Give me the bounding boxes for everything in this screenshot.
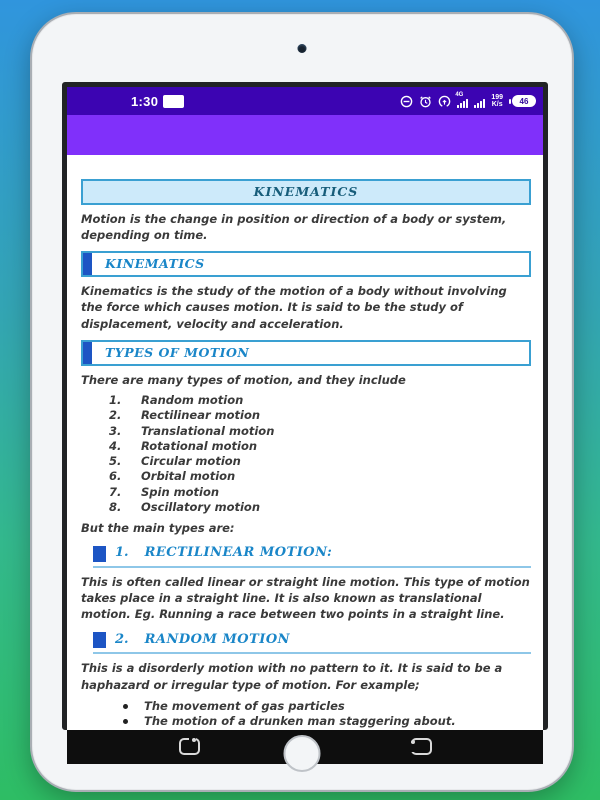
list-text: Rectilinear motion — [141, 408, 261, 423]
document-scroll-area[interactable] — [67, 155, 543, 730]
battery-percent: 46 — [512, 95, 536, 107]
list-number: 2. — [109, 408, 122, 423]
types-paragraph: There are many types of motion, and they include — [81, 372, 406, 387]
section-heading-label: KINEMATICS — [105, 256, 205, 272]
section-heading-label: RANDOM MOTION — [144, 631, 291, 647]
list-text: Circular motion — [141, 454, 241, 469]
rectilinear-paragraph: This is often called linear or straight line motion. This type of motion takes place in a straight line. It is also known as translational motion. Eg. Running a race between two points in a straight line. — [81, 574, 530, 622]
front-camera — [298, 44, 307, 53]
heading-number: 1. — [115, 545, 129, 561]
section-heading-label: TYPES OF MOTION — [105, 345, 250, 361]
back-button[interactable] — [410, 738, 432, 755]
clock: 1:30 — [131, 93, 159, 109]
tablet-screen — [62, 82, 548, 730]
list-item — [81, 394, 531, 407]
heading-marker — [93, 632, 106, 648]
data-saver-icon — [438, 95, 451, 108]
document-title: KINEMATICS — [81, 179, 531, 205]
bullet-dot — [123, 719, 128, 724]
back-icon — [411, 738, 432, 755]
section-heading-rectilinear — [93, 544, 531, 567]
app-toolbar — [67, 115, 543, 155]
signal-bars-icon — [457, 94, 468, 108]
section-heading-random — [93, 631, 531, 654]
network-speed-unit: K/s — [491, 101, 503, 108]
list-text: Translational motion — [141, 423, 275, 438]
bullet-text: The motion of a drunken man staggering about. — [144, 714, 456, 729]
list-item — [81, 501, 531, 514]
list-text: Oscillatory motion — [141, 499, 261, 514]
list-text: Random motion — [141, 393, 244, 408]
alarm-icon — [419, 95, 432, 108]
bullet-item — [81, 714, 531, 730]
main-types-line: But the main types are: — [81, 520, 235, 535]
heading-marker — [93, 546, 106, 562]
list-text: Rotational motion — [141, 438, 258, 453]
heading-marker — [83, 253, 92, 275]
list-number: 5. — [109, 454, 122, 469]
do-not-disturb-icon — [400, 95, 413, 108]
list-item — [81, 425, 531, 438]
notification-icon — [163, 95, 184, 108]
physical-home-button[interactable] — [284, 735, 321, 772]
status-bar — [67, 87, 543, 115]
list-item — [81, 470, 531, 483]
list-text: Spin motion — [141, 484, 220, 499]
battery-icon — [509, 95, 536, 107]
heading-marker — [83, 342, 92, 364]
signal-bars-icon-2 — [474, 94, 485, 108]
heading-number: 2. — [115, 631, 129, 647]
section-heading-label: RECTILINEAR MOTION: — [144, 545, 333, 561]
list-text: Orbital motion — [141, 469, 236, 484]
intro-paragraph: Motion is the change in position or direction of a body or system, depending on time. — [81, 211, 507, 243]
list-number: 3. — [109, 423, 122, 438]
network-speed — [491, 94, 503, 109]
recents-icon — [179, 738, 200, 755]
list-item — [81, 409, 531, 422]
kinematics-paragraph: Kinematics is the study of the motion of a body without involving the force which causes motion. It is said to be the study of displacement, velocity and acceleration. — [81, 284, 507, 331]
battery-nub — [509, 99, 511, 104]
recents-button[interactable] — [178, 738, 200, 755]
list-item — [81, 440, 531, 453]
motion-types-list — [81, 394, 531, 514]
status-icons — [400, 94, 536, 109]
bullet-item — [81, 699, 531, 715]
list-number: 1. — [109, 393, 122, 408]
network-speed-value: 199 — [491, 93, 503, 101]
random-paragraph: This is a disorderly motion with no pattern to it. It is said to be a haphazard or irregular type of motion. For example; — [81, 661, 503, 692]
list-number: 7. — [109, 484, 122, 499]
list-item — [81, 455, 531, 468]
list-number: 4. — [109, 438, 122, 453]
bullet-dot — [123, 704, 128, 709]
list-item — [81, 486, 531, 499]
list-number: 6. — [109, 469, 122, 484]
tablet-frame — [30, 12, 574, 792]
network-type-label: 4G — [455, 92, 464, 98]
bullet-text: The movement of gas particles — [144, 698, 345, 713]
section-heading-kinematics — [81, 251, 531, 277]
list-number: 8. — [109, 499, 122, 514]
section-heading-types — [81, 340, 531, 366]
